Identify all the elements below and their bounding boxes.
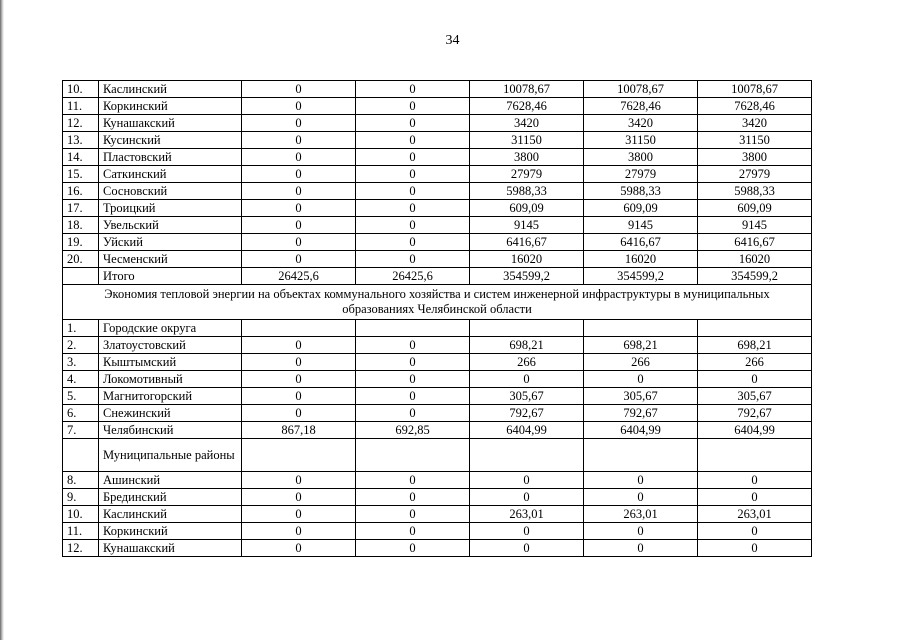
value-col-4: 792,67 xyxy=(584,405,698,422)
value-col-2: 692,85 xyxy=(356,422,470,439)
district-name: Уйский xyxy=(99,234,242,251)
value-col-3: 6416,67 xyxy=(470,234,584,251)
value-col-3: 7628,46 xyxy=(470,98,584,115)
value-col-3: 3420 xyxy=(470,115,584,132)
district-name: Троицкий xyxy=(99,200,242,217)
section-title: Экономия тепловой энергии на объектах коммунального хозяйства и систем инженерной инфраструктуры в муниципальных образованиях Челябинской области xyxy=(63,285,812,320)
table-row xyxy=(63,540,812,557)
value-col-1: 0 xyxy=(242,540,356,557)
value-col-2: 0 xyxy=(356,405,470,422)
value-col-5: 6416,67 xyxy=(698,234,812,251)
district-name: Каслинский xyxy=(99,81,242,98)
table-row xyxy=(63,268,812,285)
value-col-2: 0 xyxy=(356,354,470,371)
value-col-3: 0 xyxy=(470,523,584,540)
table-row xyxy=(63,183,812,200)
value-col-4: 698,21 xyxy=(584,337,698,354)
value-col-5: 3800 xyxy=(698,149,812,166)
value-col-4: 263,01 xyxy=(584,506,698,523)
value-col-5: 0 xyxy=(698,489,812,506)
value-col-2: 0 xyxy=(356,132,470,149)
table-row xyxy=(63,251,812,268)
table-body-part1 xyxy=(63,81,812,285)
table-row xyxy=(63,81,812,98)
district-name: Снежинский xyxy=(99,405,242,422)
value-col-2: 0 xyxy=(356,489,470,506)
value-col-5: 354599,2 xyxy=(698,268,812,285)
district-name: Чесменский xyxy=(99,251,242,268)
value-col-2: 0 xyxy=(356,183,470,200)
value-col-2: 0 xyxy=(356,523,470,540)
row-number: 11. xyxy=(63,98,99,115)
value-col-1: 0 xyxy=(242,337,356,354)
district-name: Каслинский xyxy=(99,506,242,523)
value-col-1: 0 xyxy=(242,472,356,489)
value-col-2: 0 xyxy=(356,200,470,217)
value-col-3: 792,67 xyxy=(470,405,584,422)
value-col-1: 0 xyxy=(242,523,356,540)
district-name: Кыштымский xyxy=(99,354,242,371)
value-col-5: 266 xyxy=(698,354,812,371)
value-col-2: 0 xyxy=(356,388,470,405)
value-col-4: 0 xyxy=(584,371,698,388)
value-col-4: 10078,67 xyxy=(584,81,698,98)
value-col-4: 305,67 xyxy=(584,388,698,405)
section-header-row xyxy=(63,285,812,320)
value-col-2: 0 xyxy=(356,251,470,268)
table-row xyxy=(63,371,812,388)
value-col-5: 3420 xyxy=(698,115,812,132)
value-col-3: 0 xyxy=(470,540,584,557)
row-number xyxy=(63,439,99,472)
value-col-3: 0 xyxy=(470,489,584,506)
district-name: Локомотивный xyxy=(99,371,242,388)
district-name: Саткинский xyxy=(99,166,242,183)
value-col-4: 354599,2 xyxy=(584,268,698,285)
value-col-3: 6404,99 xyxy=(470,422,584,439)
district-name: Кунашакский xyxy=(99,115,242,132)
value-col-4: 9145 xyxy=(584,217,698,234)
value-col-1: 26425,6 xyxy=(242,268,356,285)
value-col-4: 6404,99 xyxy=(584,422,698,439)
table-row xyxy=(63,523,812,540)
group-row-city-districts xyxy=(63,320,812,337)
table-row xyxy=(63,200,812,217)
row-number: 9. xyxy=(63,489,99,506)
district-name: Итого xyxy=(99,268,242,285)
table-body-part3 xyxy=(63,472,812,557)
value-col-3: 698,21 xyxy=(470,337,584,354)
value-col-1: 0 xyxy=(242,115,356,132)
row-number: 12. xyxy=(63,115,99,132)
table-row xyxy=(63,472,812,489)
value-col-1: 867,18 xyxy=(242,422,356,439)
value-col-3: 609,09 xyxy=(470,200,584,217)
data-table xyxy=(62,80,812,557)
page-edge-shadow xyxy=(0,0,4,640)
value-col-1: 0 xyxy=(242,217,356,234)
row-number xyxy=(63,268,99,285)
district-name: Сосновский xyxy=(99,183,242,200)
row-number: 14. xyxy=(63,149,99,166)
value-col-5: 10078,67 xyxy=(698,81,812,98)
value-col-2: 0 xyxy=(356,217,470,234)
value-col-1: 0 xyxy=(242,388,356,405)
group-label: Городские округа xyxy=(99,320,242,337)
table-body-part2 xyxy=(63,337,812,439)
value-col-4: 3800 xyxy=(584,149,698,166)
value-col-3: 16020 xyxy=(470,251,584,268)
table-row xyxy=(63,388,812,405)
table-row xyxy=(63,405,812,422)
value-col-3: 354599,2 xyxy=(470,268,584,285)
row-number: 4. xyxy=(63,371,99,388)
value-col-1: 0 xyxy=(242,183,356,200)
row-number: 8. xyxy=(63,472,99,489)
value-col-2: 0 xyxy=(356,115,470,132)
value-col-5: 0 xyxy=(698,523,812,540)
table-row xyxy=(63,337,812,354)
value-col-1: 0 xyxy=(242,234,356,251)
value-col-3: 27979 xyxy=(470,166,584,183)
value-col-4: 6416,67 xyxy=(584,234,698,251)
value-col-3: 9145 xyxy=(470,217,584,234)
row-number: 6. xyxy=(63,405,99,422)
value-col-4: 5988,33 xyxy=(584,183,698,200)
district-name: Коркинский xyxy=(99,523,242,540)
row-number: 10. xyxy=(63,506,99,523)
table-row xyxy=(63,506,812,523)
value-col-5: 0 xyxy=(698,371,812,388)
table-row xyxy=(63,422,812,439)
value-col-4: 7628,46 xyxy=(584,98,698,115)
row-number: 5. xyxy=(63,388,99,405)
district-name: Ашинский xyxy=(99,472,242,489)
table-section xyxy=(63,285,812,337)
row-number: 12. xyxy=(63,540,99,557)
value-col-5: 6404,99 xyxy=(698,422,812,439)
page-number: 34 xyxy=(445,33,460,48)
table-row xyxy=(63,166,812,183)
row-number: 17. xyxy=(63,200,99,217)
value-col-4: 31150 xyxy=(584,132,698,149)
district-name: Магнитогорский xyxy=(99,388,242,405)
value-col-3: 305,67 xyxy=(470,388,584,405)
table-row xyxy=(63,115,812,132)
value-col-5: 27979 xyxy=(698,166,812,183)
table-group2 xyxy=(63,439,812,472)
value-col-5: 698,21 xyxy=(698,337,812,354)
value-col-5: 0 xyxy=(698,472,812,489)
value-col-4: 27979 xyxy=(584,166,698,183)
table-row xyxy=(63,149,812,166)
value-col-5: 9145 xyxy=(698,217,812,234)
value-col-5: 792,67 xyxy=(698,405,812,422)
value-col-5: 305,67 xyxy=(698,388,812,405)
value-col-2: 26425,6 xyxy=(356,268,470,285)
district-name: Кусинский xyxy=(99,132,242,149)
value-col-1: 0 xyxy=(242,489,356,506)
row-number: 20. xyxy=(63,251,99,268)
value-col-4: 0 xyxy=(584,489,698,506)
value-col-4: 0 xyxy=(584,523,698,540)
value-col-3: 0 xyxy=(470,371,584,388)
value-col-1: 0 xyxy=(242,506,356,523)
value-col-5: 16020 xyxy=(698,251,812,268)
row-number: 3. xyxy=(63,354,99,371)
row-number: 10. xyxy=(63,81,99,98)
table-row xyxy=(63,234,812,251)
district-name: Увельский xyxy=(99,217,242,234)
table-row xyxy=(63,489,812,506)
value-col-2: 0 xyxy=(356,234,470,251)
value-col-3: 263,01 xyxy=(470,506,584,523)
value-col-4: 0 xyxy=(584,472,698,489)
group-label: Муниципальные районы xyxy=(99,439,242,472)
value-col-4: 3420 xyxy=(584,115,698,132)
value-col-3: 5988,33 xyxy=(470,183,584,200)
value-col-1: 0 xyxy=(242,81,356,98)
row-number: 7. xyxy=(63,422,99,439)
district-name: Челябинский xyxy=(99,422,242,439)
value-col-4: 609,09 xyxy=(584,200,698,217)
value-col-4: 266 xyxy=(584,354,698,371)
value-col-2: 0 xyxy=(356,166,470,183)
value-col-2: 0 xyxy=(356,371,470,388)
value-col-3: 0 xyxy=(470,472,584,489)
value-col-4: 16020 xyxy=(584,251,698,268)
value-col-5: 263,01 xyxy=(698,506,812,523)
row-number: 1. xyxy=(63,320,99,337)
district-name: Брединский xyxy=(99,489,242,506)
table-row xyxy=(63,354,812,371)
value-col-5: 5988,33 xyxy=(698,183,812,200)
value-col-1: 0 xyxy=(242,98,356,115)
district-name: Коркинский xyxy=(99,98,242,115)
value-col-1: 0 xyxy=(242,166,356,183)
value-col-5: 0 xyxy=(698,540,812,557)
value-col-1: 0 xyxy=(242,149,356,166)
row-number: 15. xyxy=(63,166,99,183)
value-col-3: 10078,67 xyxy=(470,81,584,98)
value-col-5: 609,09 xyxy=(698,200,812,217)
row-number: 18. xyxy=(63,217,99,234)
table-row xyxy=(63,132,812,149)
group-row-municipal-districts xyxy=(63,439,812,472)
value-col-2: 0 xyxy=(356,506,470,523)
value-col-3: 3800 xyxy=(470,149,584,166)
row-number: 2. xyxy=(63,337,99,354)
district-name: Кунашакский xyxy=(99,540,242,557)
value-col-1: 0 xyxy=(242,251,356,268)
value-col-2: 0 xyxy=(356,337,470,354)
value-col-1: 0 xyxy=(242,371,356,388)
district-name: Пластовский xyxy=(99,149,242,166)
value-col-5: 31150 xyxy=(698,132,812,149)
value-col-5: 7628,46 xyxy=(698,98,812,115)
district-name: Златоустовский xyxy=(99,337,242,354)
table-row xyxy=(63,217,812,234)
value-col-3: 31150 xyxy=(470,132,584,149)
value-col-1: 0 xyxy=(242,200,356,217)
value-col-2: 0 xyxy=(356,472,470,489)
value-col-4: 0 xyxy=(584,540,698,557)
value-col-1: 0 xyxy=(242,132,356,149)
value-col-2: 0 xyxy=(356,81,470,98)
row-number: 13. xyxy=(63,132,99,149)
value-col-1: 0 xyxy=(242,354,356,371)
value-col-3: 266 xyxy=(470,354,584,371)
row-number: 16. xyxy=(63,183,99,200)
row-number: 11. xyxy=(63,523,99,540)
value-col-2: 0 xyxy=(356,98,470,115)
value-col-2: 0 xyxy=(356,149,470,166)
table-row xyxy=(63,98,812,115)
row-number: 19. xyxy=(63,234,99,251)
value-col-1: 0 xyxy=(242,405,356,422)
value-col-2: 0 xyxy=(356,540,470,557)
